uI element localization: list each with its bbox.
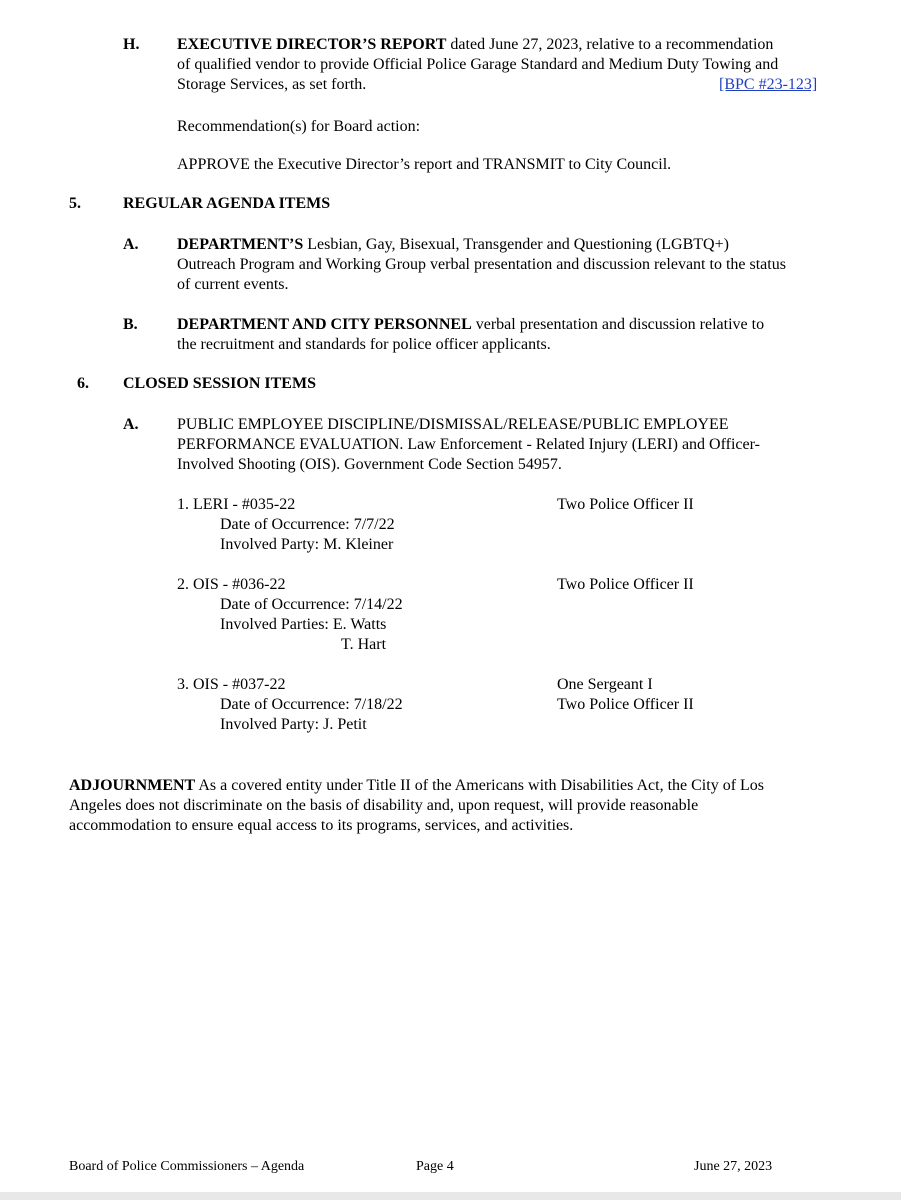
recommendation-text: APPROVE the Executive Director’s report and TRANSMIT to City Council.: [177, 156, 672, 173]
item-h-text1: dated June 27, 2023, relative to a recommendation: [446, 36, 774, 53]
footer-page-number: Page 4: [416, 1159, 454, 1174]
case-date: Date of Occurrence: 7/7/22: [220, 516, 395, 533]
adjournment-line3: accommodation to ensure equal access to its programs, services, and activities.: [69, 817, 574, 834]
adjournment-line1: [69, 776, 764, 796]
footer-title: Board of Police Commissioners – Agenda: [69, 1159, 305, 1174]
case-party-2: T. Hart: [341, 636, 387, 653]
case-date: Date of Occurrence: 7/14/22: [220, 596, 403, 613]
section6-item-a-line2: PERFORMANCE EVALUATION. Law Enforcement - Related Injury (LERI) and Officer-: [177, 436, 760, 453]
section5-item-a-line3: of current events.: [177, 276, 289, 293]
adjournment-title: ADJOURNMENT: [69, 777, 196, 794]
section5-item-b-title: DEPARTMENT AND CITY PERSONNEL: [177, 316, 472, 333]
case-party: Involved Party: M. Kleiner: [220, 536, 394, 553]
case-number: 1. LERI - #035-22: [177, 496, 296, 513]
item-h-line1: [177, 35, 773, 55]
section6-item-a-line1: PUBLIC EMPLOYEE DISCIPLINE/DISMISSAL/RELEASE/PUBLIC EMPLOYEE: [177, 416, 729, 433]
section6-item-a-label: A.: [123, 416, 139, 433]
section6-title: CLOSED SESSION ITEMS: [123, 375, 316, 392]
section5-title: REGULAR AGENDA ITEMS: [123, 195, 331, 212]
item-h-title: EXECUTIVE DIRECTOR’S REPORT: [177, 36, 447, 53]
item-h-line2: of qualified vendor to provide Official Police Garage Standard and Medium Duty Towing and: [177, 56, 779, 73]
section5-item-b-line1: [177, 315, 764, 335]
case-date: Date of Occurrence: 7/18/22: [220, 696, 403, 713]
adjournment-line2: Angeles does not discriminate on the basis of disability and, upon request, will provide reasonable: [69, 797, 699, 814]
section5-item-a-text1: Lesbian, Gay, Bisexual, Transgender and Questioning (LGBTQ+): [303, 236, 729, 253]
case-officers: Two Police Officer II: [557, 576, 694, 593]
case-number: 3. OIS - #037-22: [177, 676, 286, 693]
section5-item-a-line1: [177, 235, 729, 255]
bpc-link[interactable]: [BPC #23-123]: [719, 76, 818, 93]
section6-number: 6.: [77, 375, 89, 392]
section5-item-b-label: B.: [123, 316, 138, 333]
recommendation-label: Recommendation(s) for Board action:: [177, 118, 421, 135]
case-party: Involved Party: J. Petit: [220, 716, 367, 733]
section5-number: 5.: [69, 195, 81, 212]
item-h-line3: Storage Services, as set forth.: [177, 76, 367, 93]
section5-item-b-line2: the recruitment and standards for police officer applicants.: [177, 336, 551, 353]
section6-item-a-line3: Involved Shooting (OIS). Government Code Section 54957.: [177, 456, 562, 473]
footer-date: June 27, 2023: [694, 1159, 773, 1174]
page-bottom-edge: [0, 1192, 901, 1200]
item-h-label: H.: [123, 36, 140, 53]
case-officers: Two Police Officer II: [557, 496, 694, 513]
section5-item-a-label: A.: [123, 236, 139, 253]
section5-item-a-title: DEPARTMENT’S: [177, 236, 304, 253]
case-number: 2. OIS - #036-22: [177, 576, 286, 593]
section5-item-a-line2: Outreach Program and Working Group verbal presentation and discussion relevant to the status: [177, 256, 786, 273]
adjournment-text1: As a covered entity under Title II of the Americans with Disabilities Act, the City of Los: [195, 777, 765, 794]
case-party: Involved Parties: E. Watts: [220, 616, 387, 633]
section5-item-b-text1: verbal presentation and discussion relative to: [471, 316, 765, 333]
case-officers-2: Two Police Officer II: [557, 696, 694, 713]
case-officers: One Sergeant I: [557, 676, 653, 693]
